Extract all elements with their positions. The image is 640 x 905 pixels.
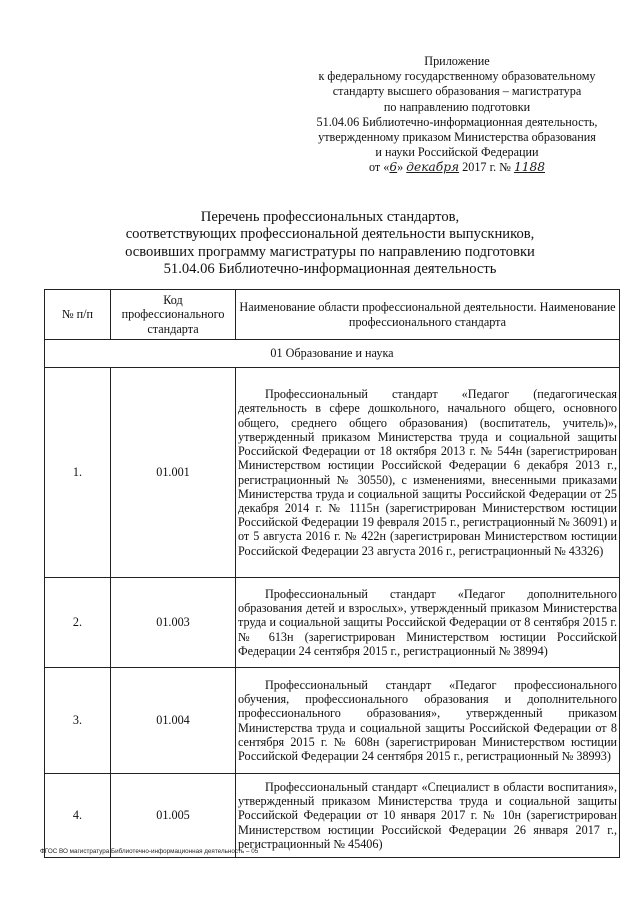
- table-row: [45, 578, 620, 668]
- annex-line: к федеральному государственному образовательному: [318, 69, 596, 84]
- row-number: 2.: [45, 578, 111, 668]
- standards-table: [44, 289, 620, 858]
- row-number: 3.: [45, 668, 111, 774]
- header-num: № п/п: [45, 290, 111, 340]
- annex-line: и науки Российской Федерации: [375, 145, 539, 160]
- date-year: 2017 г. №: [462, 160, 511, 175]
- header-name: Наименование области профессиональной деятельности. Наименование профессионального стандарта: [236, 290, 620, 340]
- annex-heading: Приложение: [424, 54, 490, 68]
- row-number: 4.: [45, 774, 111, 858]
- row-description: Профессиональный стандарт «Специалист в области воспитания», утвержденный приказом Министерства труда и социальной защиты Российской Федерации от 10 января 2017 г. № 10н (зарегистрирован Министерством юстиции Российской Федерации 26 января 2017 г., регистрационный № 45406): [236, 774, 620, 858]
- title-line: освоивших программу магистратуры по направлению подготовки: [125, 243, 535, 260]
- row-code: 01.005: [111, 774, 236, 858]
- row-code: 01.001: [111, 368, 236, 578]
- row-number: 1.: [45, 368, 111, 578]
- title-line: соответствующих профессиональной деятельности выпускников,: [125, 226, 535, 243]
- table-row: [45, 774, 620, 858]
- annex-line: по направлению подготовки: [383, 99, 531, 114]
- row-code: 01.004: [111, 668, 236, 774]
- row-description: Профессиональный стандарт «Педагог профессионального обучения, профессионального образования и дополнительного профессионального образования», утвержденный приказом Министерства труда и социальной защиты Российской Федерации от 8 сентября 2015 г. № 608н (зарегистрирован Министерством юстиции Российской Федерации 24 сентября 2015 г., регистрационный № 38993): [236, 668, 620, 774]
- handwritten-order-number: 1188: [513, 160, 545, 175]
- order-date-line: [296, 160, 618, 175]
- annex-line: 51.04.06 Библиотечно-информационная деятельность,: [316, 114, 598, 129]
- table-header-row: [45, 290, 620, 340]
- section-title: 01 Образование и наука: [45, 340, 620, 368]
- table-row: [45, 368, 620, 578]
- handwritten-month: декабря: [406, 160, 460, 175]
- handwritten-day: 6: [389, 160, 398, 175]
- title-line: Перечень профессиональных стандартов,: [200, 209, 460, 225]
- annex-line: утвержденному приказом Министерства образования: [318, 130, 596, 145]
- row-description: Профессиональный стандарт «Педагог дополнительного образования детей и взрослых», утвержденный приказом Министерства труда и социальной защиты Российской Федерации от 8 сентября 2015 г. № 613н (зарегистрирован Министерством юстиции Российской Федерации 24 сентября 2015 г., регистрационный № 38994): [236, 578, 620, 668]
- annex-line: стандарту высшего образования – магистратура: [332, 84, 582, 99]
- date-mid: »: [397, 160, 404, 175]
- date-prefix: от «: [368, 160, 390, 175]
- annex-block: [296, 54, 618, 176]
- page-footer: ФГОС ВО магистратура Библиотечно-информационная деятельность – 05: [40, 848, 259, 855]
- header-code: Код профессионального стандарта: [111, 290, 236, 340]
- table-row: [45, 668, 620, 774]
- title-line: 51.04.06 Библиотечно-информационная деятельность: [163, 261, 497, 278]
- row-code: 01.003: [111, 578, 236, 668]
- document-title: [40, 209, 620, 279]
- row-description: Профессиональный стандарт «Педагог (педагогическая деятельность в сфере дошкольного, начального общего, основного общего, среднего общего образования) (воспитатель, учитель)», утвержденный приказом Министерства труда и социальной защиты Российской Федерации от 18 октября 2013 г. № 544н (зарегистрирован Министерством юстиции Российской Федерации 6 декабря 2013 г., регистрационный № 30550), с изменениями, внесенными приказами Министерства труда и социальной защиты Российской Федерации от 25 декабря 2014 г. № 1115н (зарегистрирован Министерством юстиции Российской Федерации 19 февраля 2015 г., регистрационный № 36091) и от 5 августа 2016 г. № 422н (зарегистрирован Министерством юстиции Российской Федерации 23 августа 2016 г., регистрационный № 43326): [236, 368, 620, 578]
- section-row: [45, 340, 620, 368]
